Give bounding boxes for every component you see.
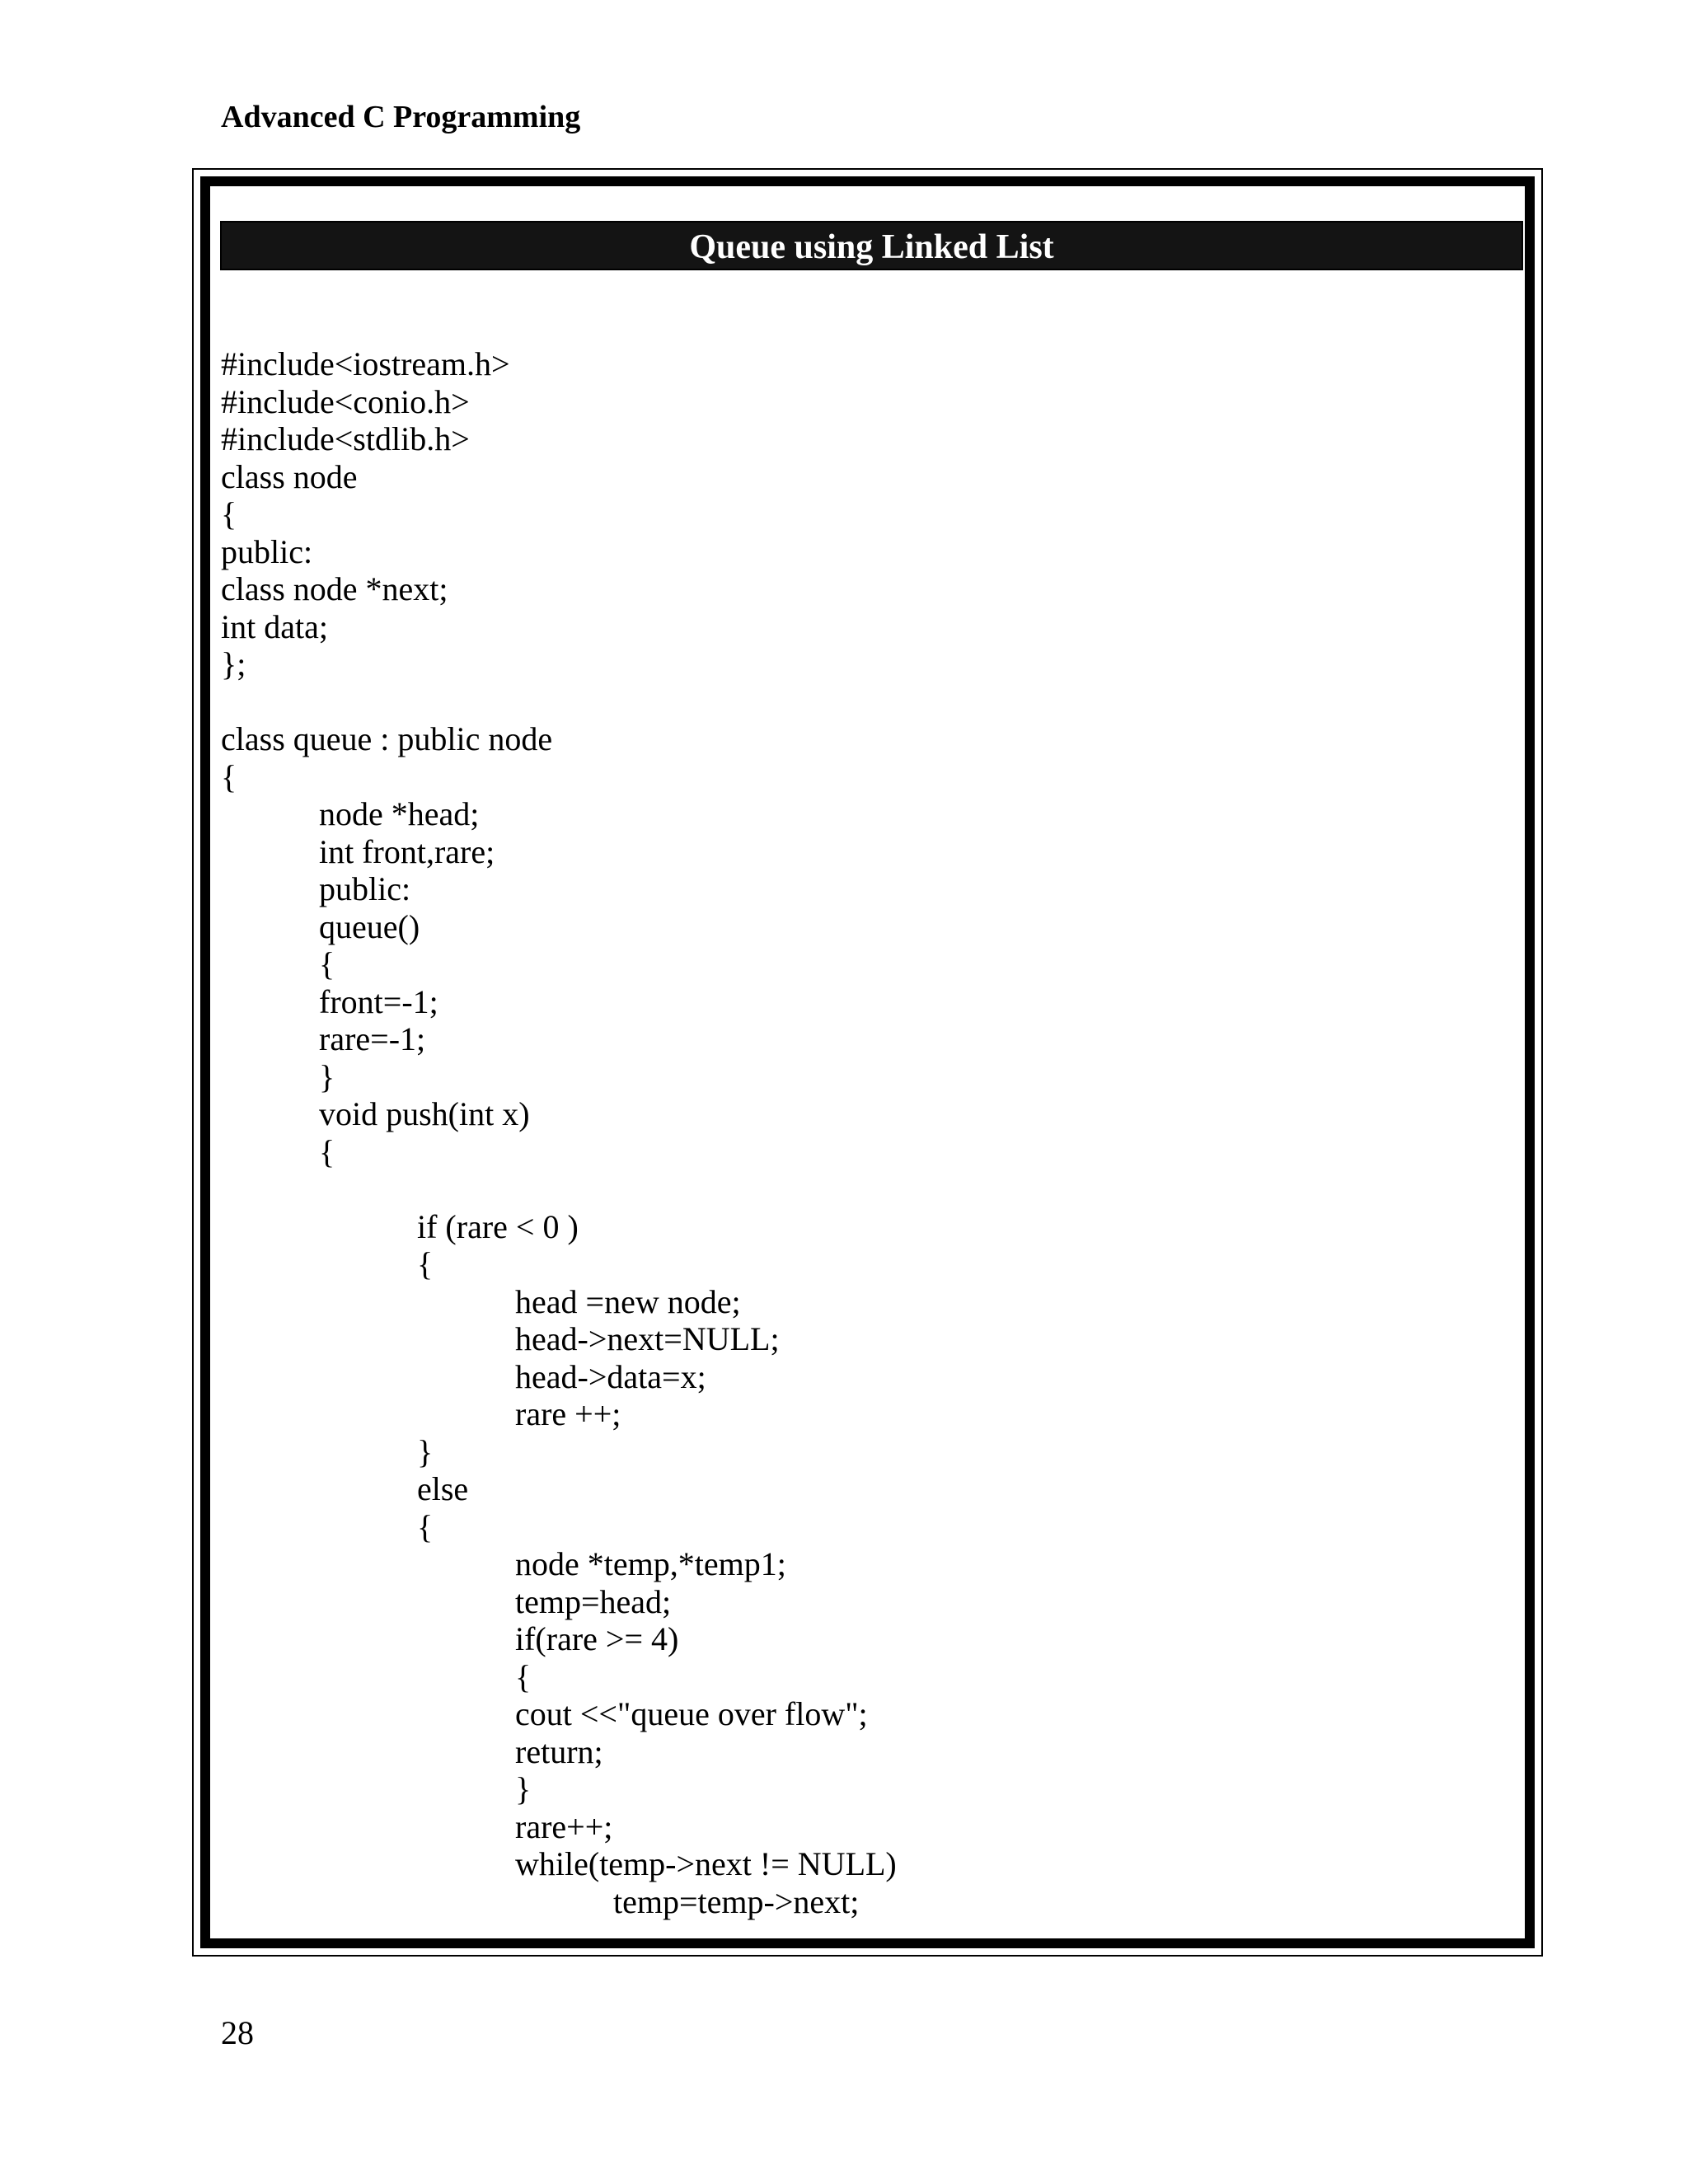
page-number: 28 [221, 2014, 254, 2051]
code-line: { [515, 1657, 532, 1695]
code-line: head->data=x; [515, 1357, 706, 1395]
code-line: if(rare >= 4) [515, 1620, 679, 1657]
code-line: head->next=NULL; [515, 1320, 780, 1357]
code-blank-line [221, 683, 1507, 721]
code-line: else [417, 1470, 469, 1507]
section-title: Queue using Linked List [220, 221, 1523, 270]
code-line: { [417, 1507, 434, 1545]
code-line: #include<stdlib.h> [221, 420, 470, 457]
code-line: int front,rare; [319, 832, 495, 870]
code-line: if (rare < 0 ) [417, 1207, 579, 1245]
code-line: } [319, 1057, 335, 1095]
code-line: node *head; [319, 795, 480, 832]
code-line: { [417, 1245, 434, 1282]
code-line: #include<iostream.h> [221, 345, 510, 382]
code-line: rare++; [515, 1807, 613, 1845]
code-line: head =new node; [515, 1282, 741, 1320]
code-line: class node [221, 457, 358, 495]
code-line: }; [221, 645, 246, 682]
code-line: temp=temp->next; [613, 1882, 860, 1920]
code-blank-line [221, 1170, 1507, 1208]
code-line: node *temp,*temp1; [515, 1545, 786, 1582]
code-line: public: [319, 870, 411, 907]
code-line: void push(int x) [319, 1095, 530, 1132]
code-line: queue() [319, 907, 420, 945]
code-line: cout <<"queue over flow"; [515, 1695, 868, 1732]
code-line: } [417, 1432, 434, 1470]
code-line: #include<conio.h> [221, 382, 470, 420]
code-line: { [319, 1132, 335, 1170]
code-line: class node *next; [221, 570, 448, 607]
code-line: rare=-1; [319, 1020, 426, 1057]
code-line: return; [515, 1732, 603, 1770]
code-line: while(temp->next != NULL) [515, 1845, 897, 1882]
code-line: rare ++; [515, 1395, 621, 1432]
code-line: { [221, 495, 237, 532]
running-header: Advanced C Programming [221, 100, 581, 134]
code-line: temp=head; [515, 1582, 672, 1620]
code-line: { [319, 945, 335, 982]
code-line: public: [221, 532, 313, 570]
code-line: int data; [221, 607, 328, 645]
code-listing [221, 345, 1507, 1920]
code-line: class queue : public node [221, 720, 553, 757]
code-line: front=-1; [319, 982, 438, 1020]
code-line: } [515, 1770, 532, 1807]
code-line: { [221, 757, 237, 795]
